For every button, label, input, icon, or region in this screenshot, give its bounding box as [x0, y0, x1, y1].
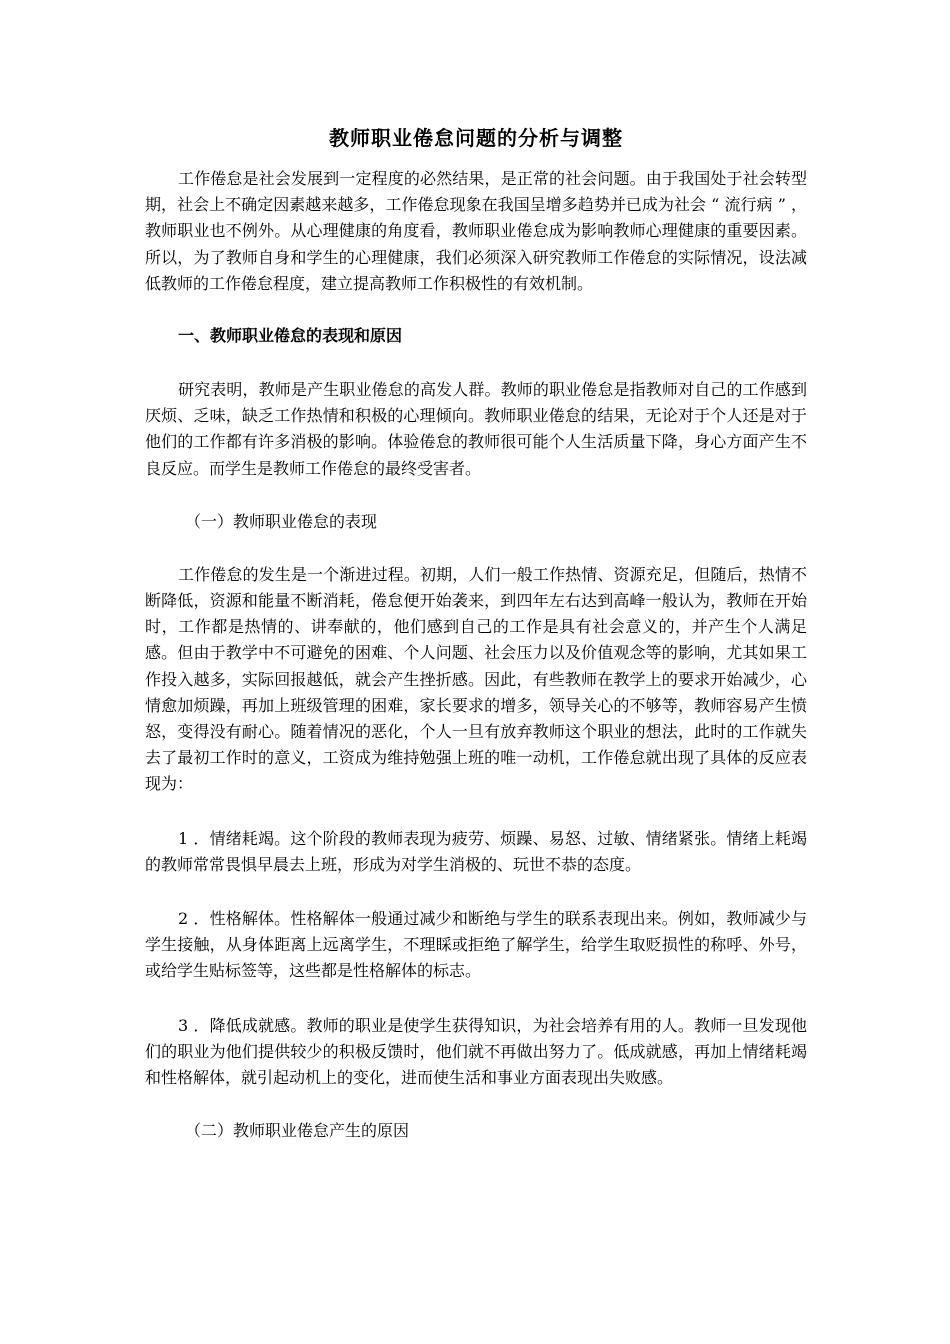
list-item-1: 1 ．情绪耗竭。这个阶段的教师表现为疲劳、烦躁、易怒、过敏、情绪紧张。情绪上耗竭的教师常常畏惧早晨去上班，形成为对学生消极的、玩世不恭的态度。: [145, 828, 807, 874]
subsection-heading-2: （二）教师职业倦怠产生的原因: [185, 1121, 410, 1141]
list-item-3: 3 ．降低成就感。教师的职业是使学生获得知识，为社会培养有用的人。教师一旦发现他们的职业为他们提供较少的积极反馈时，他们就不再做出努力了。低成就感，再加上情绪耗竭和性格解体，就引起动机上的变化，进而使生活和事业方面表现出失败感。: [145, 1015, 807, 1088]
list-item-2: 2 ．性格解体。性格解体一般通过减少和断绝与学生的联系表现出来。例如，教师减少与学生接触，从身体距离上远离学生，不理睬或拒绝了解学生，给学生取贬损性的称呼、外号，或给学生贴标签等，这些都是性格解体的标志。: [145, 909, 807, 981]
intro-paragraph: 工作倦怠是社会发展到一定程度的必然结果，是正常的社会问题。由于我国处于社会转型期，社会上不确定因素越来越多，工作倦怠现象在我国呈增多趋势并已成为社会 “ 流行病 ” ，教师职业也不例外。从心理健康的角度看，教师职业倦怠成为影响教师心理健康的重要因素。所以，为了教师自身和学生的心理健康，我们必须深入研究教师工作倦怠的实际情况，设法减低教师的工作倦怠程度，建立提高教师工作积极性的有效机制。: [145, 169, 807, 293]
document-page: [145, 118, 807, 1144]
section-heading-1: 一、教师职业倦怠的表现和原因: [178, 326, 403, 346]
subsection-heading-1: （一）教师职业倦怠的表现: [185, 511, 378, 531]
document-title: 教师职业倦怠问题的分析与调整: [329, 126, 623, 150]
subsection1-paragraph: 工作倦怠的发生是一个渐进过程。初期，人们一般工作热情、资源充足，但随后，热情不断降低，资源和能量不断消耗，倦怠便开始袭来，到四年左右达到高峰一般认为，教师在开始时，工作都是热情的、讲奉献的，他们感到自己的工作是具有社会意义的，并产生个人满足感。但由于教学中不可避免的困难、个人问题、社会压力以及价值观念等的影响，尤其如果工作投入越多，实际回报越低，就会产生挫折感。因此，有些教师在教学上的要求开始减少，心情愈加烦躁，再加上班级管理的困难，家长要求的增多，领导关心的不够等，教师容易产生愤怒，变得没有耐心。随着情况的恶化，个人一旦有放弃教师这个职业的想法，此时的工作就失去了最初工作时的意义，工资成为维持勉强上班的唯一动机，工作倦怠就出现了具体的反应表现为：: [145, 564, 807, 794]
section1-paragraph: 研究表明，教师是产生职业倦怠的高发人群。教师的职业倦怠是指教师对自己的工作感到厌烦、乏味，缺乏工作热情和积极的心理倾向。教师职业倦怠的结果，无论对于个人还是对于他们的工作都有许多消极的影响。体验倦怠的教师很可能个人生活质量下降，身心方面产生不良反应。而学生是教师工作倦怠的最终受害者。: [145, 380, 807, 478]
